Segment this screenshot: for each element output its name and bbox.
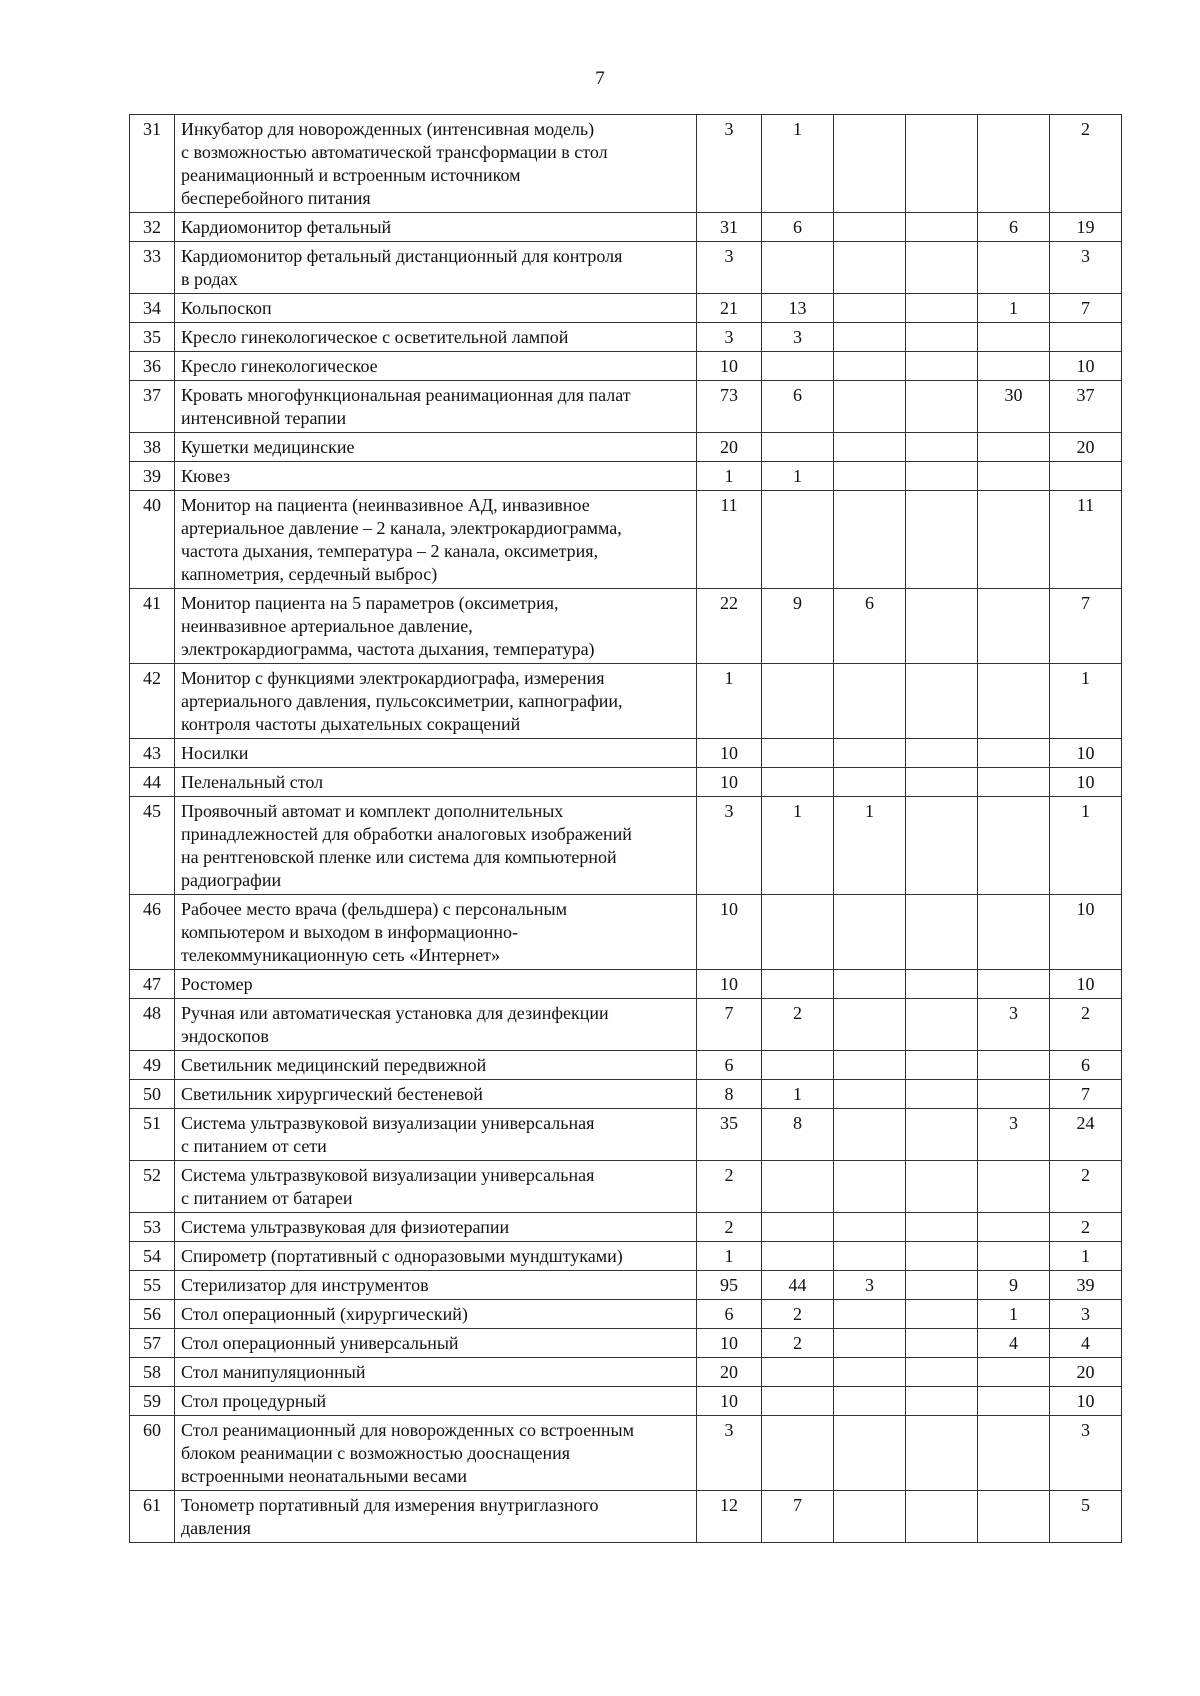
quantity-cell-4: [906, 323, 978, 352]
row-number: 41: [130, 589, 175, 664]
quantity-cell-2: [762, 1213, 834, 1242]
quantity-cell-2: [762, 739, 834, 768]
quantity-cell-2: [762, 1242, 834, 1271]
quantity-cell-5: 3: [978, 999, 1050, 1051]
quantity-cell-1: 8: [697, 1080, 762, 1109]
quantity-cell-4: [906, 433, 978, 462]
quantity-cell-6: 10: [1050, 970, 1122, 999]
quantity-cell-6: 2: [1050, 1161, 1122, 1213]
table-row: [130, 739, 1122, 768]
quantity-cell-4: [906, 1271, 978, 1300]
quantity-cell-1: 10: [697, 352, 762, 381]
quantity-cell-3: [834, 115, 906, 213]
table-row: [130, 323, 1122, 352]
quantity-cell-4: [906, 115, 978, 213]
quantity-cell-2: [762, 1387, 834, 1416]
quantity-cell-3: [834, 768, 906, 797]
quantity-cell-2: 2: [762, 1329, 834, 1358]
quantity-cell-6: 1: [1050, 1242, 1122, 1271]
quantity-cell-2: 6: [762, 381, 834, 433]
quantity-cell-5: [978, 895, 1050, 970]
table-row: [130, 797, 1122, 895]
quantity-cell-5: [978, 797, 1050, 895]
equipment-name: Спирометр (портативный с одноразовыми мундштуками): [175, 1242, 697, 1271]
quantity-cell-5: 30: [978, 381, 1050, 433]
quantity-cell-4: [906, 462, 978, 491]
quantity-cell-2: [762, 768, 834, 797]
quantity-cell-2: [762, 895, 834, 970]
table-row: [130, 1271, 1122, 1300]
quantity-cell-3: [834, 999, 906, 1051]
quantity-cell-2: [762, 352, 834, 381]
equipment-name: Светильник медицинский передвижной: [175, 1051, 697, 1080]
row-number: 34: [130, 294, 175, 323]
quantity-cell-2: 1: [762, 797, 834, 895]
quantity-cell-6: 2: [1050, 1213, 1122, 1242]
table-row: [130, 213, 1122, 242]
quantity-cell-6: 10: [1050, 739, 1122, 768]
quantity-cell-6: [1050, 462, 1122, 491]
quantity-cell-1: 2: [697, 1161, 762, 1213]
quantity-cell-2: [762, 970, 834, 999]
quantity-cell-4: [906, 1329, 978, 1358]
quantity-cell-4: [906, 352, 978, 381]
equipment-name: Светильник хирургический бестеневой: [175, 1080, 697, 1109]
equipment-name: Стол операционный универсальный: [175, 1329, 697, 1358]
quantity-cell-4: [906, 1300, 978, 1329]
quantity-cell-5: [978, 1213, 1050, 1242]
table-body: [130, 115, 1122, 1543]
equipment-name: Тонометр портативный для измерения внутриглазного давления: [175, 1491, 697, 1543]
quantity-cell-2: 8: [762, 1109, 834, 1161]
quantity-cell-2: [762, 1161, 834, 1213]
quantity-cell-5: [978, 1358, 1050, 1387]
quantity-cell-6: 24: [1050, 1109, 1122, 1161]
row-number: 46: [130, 895, 175, 970]
quantity-cell-5: [978, 1491, 1050, 1543]
quantity-cell-6: 5: [1050, 1491, 1122, 1543]
quantity-cell-3: [834, 1161, 906, 1213]
quantity-cell-3: [834, 1358, 906, 1387]
quantity-cell-4: [906, 589, 978, 664]
quantity-cell-1: 31: [697, 213, 762, 242]
equipment-name: Проявочный автомат и комплект дополнительных принадлежностей для обработки аналоговых изображений на рентгеновской пленке или система для компьютерной радиографии: [175, 797, 697, 895]
quantity-cell-1: 21: [697, 294, 762, 323]
row-number: 58: [130, 1358, 175, 1387]
table-row: [130, 1358, 1122, 1387]
equipment-name: Кушетки медицинские: [175, 433, 697, 462]
row-number: 39: [130, 462, 175, 491]
quantity-cell-6: 20: [1050, 1358, 1122, 1387]
quantity-cell-4: [906, 1416, 978, 1491]
row-number: 51: [130, 1109, 175, 1161]
quantity-cell-4: [906, 1161, 978, 1213]
quantity-cell-1: 10: [697, 768, 762, 797]
quantity-cell-2: [762, 664, 834, 739]
quantity-cell-3: [834, 433, 906, 462]
quantity-cell-1: 6: [697, 1300, 762, 1329]
quantity-cell-5: 3: [978, 1109, 1050, 1161]
quantity-cell-4: [906, 242, 978, 294]
quantity-cell-6: 19: [1050, 213, 1122, 242]
quantity-cell-1: 22: [697, 589, 762, 664]
equipment-name: Стол процедурный: [175, 1387, 697, 1416]
quantity-cell-6: 20: [1050, 433, 1122, 462]
table-row: [130, 1051, 1122, 1080]
quantity-cell-5: [978, 1416, 1050, 1491]
quantity-cell-6: 2: [1050, 115, 1122, 213]
quantity-cell-3: [834, 242, 906, 294]
table-row: [130, 1300, 1122, 1329]
quantity-cell-6: 39: [1050, 1271, 1122, 1300]
equipment-name: Стол реанимационный для новорожденных со встроенным блоком реанимации с возможностью дооснащения встроенными неонатальными весами: [175, 1416, 697, 1491]
quantity-cell-3: [834, 1491, 906, 1543]
quantity-cell-5: [978, 1161, 1050, 1213]
quantity-cell-5: 1: [978, 294, 1050, 323]
quantity-cell-5: [978, 1080, 1050, 1109]
quantity-cell-6: 10: [1050, 768, 1122, 797]
quantity-cell-1: 35: [697, 1109, 762, 1161]
equipment-name: Кольпоскоп: [175, 294, 697, 323]
quantity-cell-6: 1: [1050, 797, 1122, 895]
equipment-name: Монитор пациента на 5 параметров (оксиметрия, неинвазивное артериальное давление, электрокардиограмма, частота дыхания, температура): [175, 589, 697, 664]
quantity-cell-4: [906, 797, 978, 895]
equipment-name: Монитор с функциями электрокардиографа, измерения артериального давления, пульсоксиметрии, капнографии, контроля частоты дыхательных сокращений: [175, 664, 697, 739]
quantity-cell-3: 3: [834, 1271, 906, 1300]
quantity-cell-1: 12: [697, 1491, 762, 1543]
table-row: [130, 589, 1122, 664]
quantity-cell-1: 1: [697, 462, 762, 491]
table-row: [130, 242, 1122, 294]
quantity-cell-1: 95: [697, 1271, 762, 1300]
quantity-cell-5: [978, 242, 1050, 294]
quantity-cell-2: [762, 491, 834, 589]
quantity-cell-4: [906, 1387, 978, 1416]
quantity-cell-1: 7: [697, 999, 762, 1051]
quantity-cell-5: [978, 1051, 1050, 1080]
quantity-cell-5: [978, 491, 1050, 589]
table-row: [130, 1416, 1122, 1491]
quantity-cell-1: 3: [697, 323, 762, 352]
equipment-name: Стол операционный (хирургический): [175, 1300, 697, 1329]
row-number: 48: [130, 999, 175, 1051]
quantity-cell-5: [978, 970, 1050, 999]
quantity-cell-4: [906, 739, 978, 768]
quantity-cell-6: 37: [1050, 381, 1122, 433]
row-number: 47: [130, 970, 175, 999]
quantity-cell-3: [834, 1213, 906, 1242]
quantity-cell-1: 11: [697, 491, 762, 589]
quantity-cell-4: [906, 895, 978, 970]
quantity-cell-6: 4: [1050, 1329, 1122, 1358]
quantity-cell-3: [834, 970, 906, 999]
quantity-cell-2: 2: [762, 1300, 834, 1329]
quantity-cell-2: 1: [762, 1080, 834, 1109]
table-row: [130, 1109, 1122, 1161]
table-row: [130, 352, 1122, 381]
quantity-cell-6: 2: [1050, 999, 1122, 1051]
equipment-name: Кровать многофункциональная реанимационная для палат интенсивной терапии: [175, 381, 697, 433]
equipment-name: Кресло гинекологическое с осветительной лампой: [175, 323, 697, 352]
table-row: [130, 491, 1122, 589]
quantity-cell-6: 10: [1050, 895, 1122, 970]
equipment-name: Пеленальный стол: [175, 768, 697, 797]
quantity-cell-5: [978, 739, 1050, 768]
quantity-cell-5: [978, 768, 1050, 797]
table-row: [130, 970, 1122, 999]
quantity-cell-1: 10: [697, 739, 762, 768]
quantity-cell-3: [834, 1109, 906, 1161]
table-row: [130, 1387, 1122, 1416]
quantity-cell-2: [762, 1416, 834, 1491]
quantity-cell-4: [906, 999, 978, 1051]
quantity-cell-2: 1: [762, 462, 834, 491]
quantity-cell-6: 10: [1050, 1387, 1122, 1416]
quantity-cell-6: 3: [1050, 242, 1122, 294]
quantity-cell-5: [978, 433, 1050, 462]
equipment-name: Рабочее место врача (фельдшера) с персональным компьютером и выходом в информационно- телекоммуникационную сеть «Интернет»: [175, 895, 697, 970]
quantity-cell-4: [906, 768, 978, 797]
quantity-cell-2: [762, 433, 834, 462]
row-number: 38: [130, 433, 175, 462]
quantity-cell-4: [906, 1213, 978, 1242]
row-number: 54: [130, 1242, 175, 1271]
quantity-cell-3: 1: [834, 797, 906, 895]
quantity-cell-5: [978, 664, 1050, 739]
quantity-cell-4: [906, 664, 978, 739]
table-row: [130, 1161, 1122, 1213]
quantity-cell-3: [834, 895, 906, 970]
equipment-name: Кресло гинекологическое: [175, 352, 697, 381]
row-number: 49: [130, 1051, 175, 1080]
quantity-cell-2: 13: [762, 294, 834, 323]
quantity-cell-6: 1: [1050, 664, 1122, 739]
quantity-cell-3: [834, 1051, 906, 1080]
quantity-cell-4: [906, 970, 978, 999]
equipment-name: Стерилизатор для инструментов: [175, 1271, 697, 1300]
page-number: 7: [595, 68, 605, 89]
quantity-cell-1: 10: [697, 1387, 762, 1416]
quantity-cell-2: [762, 1051, 834, 1080]
equipment-name: Стол манипуляционный: [175, 1358, 697, 1387]
quantity-cell-1: 6: [697, 1051, 762, 1080]
quantity-cell-3: 6: [834, 589, 906, 664]
row-number: 43: [130, 739, 175, 768]
quantity-cell-4: [906, 1242, 978, 1271]
row-number: 55: [130, 1271, 175, 1300]
quantity-cell-5: 4: [978, 1329, 1050, 1358]
quantity-cell-1: 3: [697, 1416, 762, 1491]
equipment-name: Кювез: [175, 462, 697, 491]
quantity-cell-3: [834, 1387, 906, 1416]
quantity-cell-2: 44: [762, 1271, 834, 1300]
row-number: 61: [130, 1491, 175, 1543]
quantity-cell-6: 3: [1050, 1416, 1122, 1491]
table-row: [130, 433, 1122, 462]
row-number: 52: [130, 1161, 175, 1213]
quantity-cell-4: [906, 491, 978, 589]
table-row: [130, 1491, 1122, 1543]
equipment-name: Ручная или автоматическая установка для дезинфекции эндоскопов: [175, 999, 697, 1051]
quantity-cell-3: [834, 1080, 906, 1109]
equipment-name: Ростомер: [175, 970, 697, 999]
table-row: [130, 895, 1122, 970]
row-number: 53: [130, 1213, 175, 1242]
row-number: 36: [130, 352, 175, 381]
row-number: 60: [130, 1416, 175, 1491]
quantity-cell-6: 7: [1050, 1080, 1122, 1109]
quantity-cell-5: [978, 115, 1050, 213]
quantity-cell-1: 1: [697, 1242, 762, 1271]
quantity-cell-4: [906, 1080, 978, 1109]
row-number: 40: [130, 491, 175, 589]
quantity-cell-4: [906, 381, 978, 433]
quantity-cell-4: [906, 213, 978, 242]
equipment-name: Кардиомонитор фетальный дистанционный для контроля в родах: [175, 242, 697, 294]
equipment-table: [129, 114, 1122, 1543]
row-number: 45: [130, 797, 175, 895]
quantity-cell-3: [834, 462, 906, 491]
quantity-cell-3: [834, 213, 906, 242]
quantity-cell-2: [762, 1358, 834, 1387]
row-number: 37: [130, 381, 175, 433]
quantity-cell-3: [834, 294, 906, 323]
equipment-name: Монитор на пациента (неинвазивное АД, инвазивное артериальное давление – 2 канала, электрокардиограмма, частота дыхания, температура – 2 канала, оксиметрия, капнометрия, сердечный выброс): [175, 491, 697, 589]
quantity-cell-1: 20: [697, 433, 762, 462]
quantity-cell-6: 10: [1050, 352, 1122, 381]
quantity-cell-1: 3: [697, 242, 762, 294]
quantity-cell-3: [834, 491, 906, 589]
table-row: [130, 1080, 1122, 1109]
row-number: 44: [130, 768, 175, 797]
table-row: [130, 462, 1122, 491]
quantity-cell-3: [834, 739, 906, 768]
quantity-cell-4: [906, 1491, 978, 1543]
quantity-cell-5: [978, 589, 1050, 664]
quantity-cell-5: 9: [978, 1271, 1050, 1300]
equipment-name: Система ультразвуковая для физиотерапии: [175, 1213, 697, 1242]
quantity-cell-1: 3: [697, 115, 762, 213]
quantity-cell-6: 3: [1050, 1300, 1122, 1329]
equipment-name: Инкубатор для новорожденных (интенсивная модель) с возможностью автоматической трансформации в стол реанимационный и встроенным источником бесперебойного питания: [175, 115, 697, 213]
quantity-cell-5: [978, 1387, 1050, 1416]
row-number: 32: [130, 213, 175, 242]
quantity-cell-3: [834, 1242, 906, 1271]
quantity-cell-2: 6: [762, 213, 834, 242]
equipment-name: Система ультразвуковой визуализации универсальная с питанием от сети: [175, 1109, 697, 1161]
quantity-cell-5: 6: [978, 213, 1050, 242]
table-row: [130, 115, 1122, 213]
row-number: 56: [130, 1300, 175, 1329]
quantity-cell-1: 20: [697, 1358, 762, 1387]
equipment-name: Кардиомонитор фетальный: [175, 213, 697, 242]
quantity-cell-1: 10: [697, 970, 762, 999]
table-row: [130, 1242, 1122, 1271]
quantity-cell-5: [978, 462, 1050, 491]
quantity-cell-4: [906, 1358, 978, 1387]
quantity-cell-1: 73: [697, 381, 762, 433]
quantity-cell-3: [834, 1329, 906, 1358]
quantity-cell-1: 10: [697, 1329, 762, 1358]
table-row: [130, 1213, 1122, 1242]
quantity-cell-5: [978, 323, 1050, 352]
quantity-cell-1: 2: [697, 1213, 762, 1242]
quantity-cell-5: [978, 1242, 1050, 1271]
quantity-cell-3: [834, 1416, 906, 1491]
quantity-cell-2: 2: [762, 999, 834, 1051]
equipment-name: Носилки: [175, 739, 697, 768]
quantity-cell-6: 11: [1050, 491, 1122, 589]
table-row: [130, 1329, 1122, 1358]
quantity-cell-5: 1: [978, 1300, 1050, 1329]
quantity-cell-1: 10: [697, 895, 762, 970]
quantity-cell-4: [906, 294, 978, 323]
row-number: 31: [130, 115, 175, 213]
quantity-cell-6: 7: [1050, 294, 1122, 323]
quantity-cell-1: 3: [697, 797, 762, 895]
equipment-name: Система ультразвуковой визуализации универсальная с питанием от батареи: [175, 1161, 697, 1213]
quantity-cell-3: [834, 323, 906, 352]
quantity-cell-2: 7: [762, 1491, 834, 1543]
quantity-cell-4: [906, 1051, 978, 1080]
row-number: 59: [130, 1387, 175, 1416]
row-number: 57: [130, 1329, 175, 1358]
table-row: [130, 999, 1122, 1051]
table-row: [130, 664, 1122, 739]
quantity-cell-6: 7: [1050, 589, 1122, 664]
quantity-cell-5: [978, 352, 1050, 381]
quantity-cell-3: [834, 381, 906, 433]
quantity-cell-4: [906, 1109, 978, 1161]
quantity-cell-2: [762, 242, 834, 294]
row-number: 50: [130, 1080, 175, 1109]
table-row: [130, 381, 1122, 433]
row-number: 33: [130, 242, 175, 294]
quantity-cell-3: [834, 664, 906, 739]
quantity-cell-2: 3: [762, 323, 834, 352]
quantity-cell-2: 9: [762, 589, 834, 664]
quantity-cell-6: 6: [1050, 1051, 1122, 1080]
quantity-cell-1: 1: [697, 664, 762, 739]
quantity-cell-2: 1: [762, 115, 834, 213]
row-number: 35: [130, 323, 175, 352]
quantity-cell-3: [834, 1300, 906, 1329]
table-row: [130, 768, 1122, 797]
quantity-cell-3: [834, 352, 906, 381]
table-row: [130, 294, 1122, 323]
quantity-cell-6: [1050, 323, 1122, 352]
row-number: 42: [130, 664, 175, 739]
